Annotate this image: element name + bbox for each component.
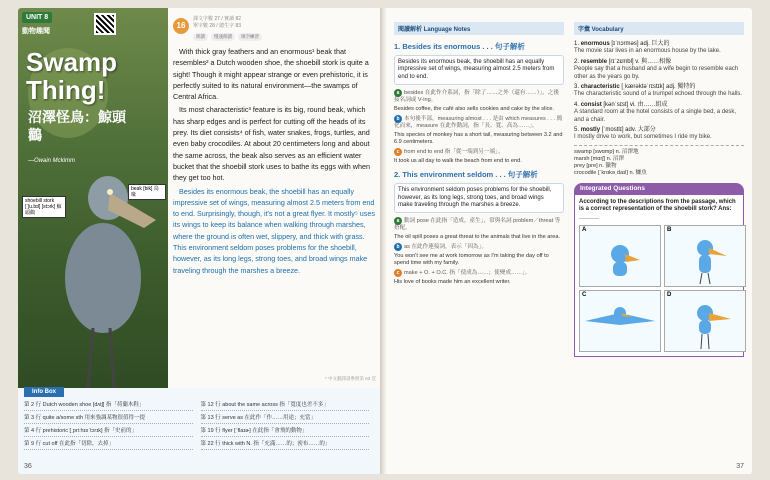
word-stats: 課文字數 27 / 實讀 82 單字數 28 / 總生字 83 bbox=[193, 16, 242, 29]
choice-c[interactable]: C bbox=[579, 290, 661, 352]
paragraph-1: With thick gray feathers and an enormous¹ beak that resembles² a Dutch wooden shoe, the shoebill stork is quite a sight! Though it might appear strange or even prehistoric, it is perfectly suited to its natural environment—the swamps of Central Africa. bbox=[173, 47, 369, 102]
vocab-item: 5. mostly [ˈmostlɪ] adv. 大部分 I mostly drive to work, but sometimes I ride my bike. bbox=[574, 127, 712, 141]
note-title-2: 2. This environment seldom . . . 句子解析 bbox=[394, 170, 538, 180]
choice-d[interactable]: D bbox=[664, 290, 746, 352]
shoebill-photo bbox=[18, 8, 168, 398]
info-item: 第 13 行 serve as 在此作「作……用途；充當」 bbox=[201, 415, 370, 424]
cloze-button[interactable]: 填空練習 bbox=[238, 33, 262, 41]
note-title-1: 1. Besides its enormous . . . 句子解析 bbox=[394, 42, 525, 51]
info-item: 第 3 行 quite a/some sth 用來強調某物很值得一提 bbox=[24, 415, 193, 424]
paragraph-3a: Besides its enormous beak, the shoebill has an equally impressive set of wings, measuring almost 2.5 meters from end to end. Surprisingly, though, it's not a great flyer. It mostly⁵ uses its wings to keep its balance when walking through marshes, where the ground is often wet, slippery, and thick with grass. bbox=[173, 186, 375, 241]
audio-buttons bbox=[193, 33, 262, 41]
integrated-questions bbox=[574, 194, 744, 358]
note-sentence-1: Besides its enormous beak, the shoebill has an equally impressive set of wings, measuring almost 2.5 meters from end to end. bbox=[394, 55, 564, 85]
lesson-number: 16 bbox=[173, 18, 189, 34]
vocabulary bbox=[574, 22, 744, 357]
unit-subtitle: 動物趣聞 bbox=[22, 28, 50, 35]
slow-audio-button[interactable]: 慢速朗讀 bbox=[211, 33, 235, 41]
example: It took us all day to walk the beach from end to end. bbox=[394, 158, 522, 165]
page-number: 36 bbox=[24, 463, 32, 470]
left-page bbox=[18, 8, 383, 474]
info-item: 第 9 行 cut off 在此指「切除，去掉」 bbox=[24, 441, 193, 450]
article-title-zh: 沼澤怪鳥：鯨頭鸛 bbox=[28, 109, 126, 143]
paragraph-3b: This environment seldom poses problems for the shoebill, however, as its long legs, strong toes, and broad wings make traveling through the marshes a breeze. bbox=[173, 243, 368, 275]
example: His love of books made him an excellent writer. bbox=[394, 279, 511, 286]
integrated-questions-header: Integrated Questions bbox=[574, 183, 744, 194]
reading-passage bbox=[173, 8, 378, 398]
choice-a[interactable]: A bbox=[579, 225, 661, 287]
vocab-item: 3. characteristic [ˌkærəktəˈrɪstɪk] adj. 獨特的 The characteristic sound of a trumpet echoed through the halls. bbox=[574, 84, 743, 98]
qr-code-icon[interactable] bbox=[94, 13, 116, 35]
info-box-title: Info Box bbox=[24, 387, 64, 397]
vocab-item: 4. consist [kənˈsɪst] vi. 由……組成 A standard room at the hotel consists of a single bed, a desk, and a chair. bbox=[574, 101, 737, 123]
info-item: 第 19 行 flyer [ˈflaɪɚ] 在此指「會飛的動物」 bbox=[201, 428, 370, 437]
info-item: 第 22 行 thick with N. 指「充滿……的；密布……的」 bbox=[201, 441, 370, 450]
example: The oil spill poses a great threat to the animals that live in the area. bbox=[394, 234, 561, 241]
extra-vocab: swamp [swɑmp] n. 沼澤地 marsh [mɑrʃ] n. 沼澤 prey [pre] n. 獵物 crocodile [ˈkrɑkəˌdaɪl] n. 鱷魚 bbox=[574, 145, 744, 178]
paragraph-2: Its most characteristic³ feature is its big, round beak, which has sharp edges and is perfect for cutting off the heads of its prey. Its diet consists⁴ of fish, water snakes, frogs, turtles, and even baby crocodiles. At about 20 centimeters long and about the same across, the beak also serves as an efficient water bucket that the shoebill stork uses to bathe its eggs with when they get too hot. bbox=[173, 105, 370, 183]
vocab-item: 2. resemble [rɪˈzɛmbl] v. 與……相像 People say that a husband and a wife begin to resemble each other as the years go by. bbox=[574, 58, 739, 80]
article-body bbox=[173, 46, 378, 278]
vocab-item: 1. enormous [ɪˈnɔrməs] adj. 巨大的 The movie star lives in an enormous house by the lake. bbox=[574, 41, 721, 55]
author: —Owain Mckimm bbox=[28, 158, 76, 164]
language-notes: 閱讀解析 Language Notes 1. Besides its enormous . . . 句子解析 Besides its enormous beak, the shoebill has an equally impressive set of wings, measuring almost 2.5 meters from end to end. a besides 在此作介系詞，指「除了……之外（還有……）」，之後接名詞或 V-ing。 Besides coffee, the café also sells cookies and cake by the slice. b 本句後半部，measuring almost . . . 是由 which measures . . . 簡化而來，measure 在此作動詞，指「長、寬、高為……」。 This species of monkey has a short tail, measuring between 3.2 and 6.9 centimeters. c from end to end 指「從一端到另一端」。 It took us all day to walk the beach from end to end. 2. This environment seldom . . . 句子解析 This environment seldom poses problems for the shoebill, however, as its long legs, strong toes, and broad wings make traveling through the marshes a breeze. a 動詞 pose 在此指「造成，產生」，常與名詞 problem／threat 等搭配。 The oil spill poses a great threat to the animals that live in the area. b as 在此作連接詞，表示「因為」。 You won't see me at work tomorrow as I'm taking the day off to spend time with my family. c make + O. + O.C. 指「使成為……；使變成……」。 His love of books made him an excellent writer. bbox=[394, 22, 564, 288]
info-item: 第 12 行 about the same across 指「寬度也差不多」 bbox=[201, 402, 370, 411]
info-item: 第 2 行 Dutch wooden shoe [dʌtʃ] 指「荷蘭木鞋」 bbox=[24, 402, 193, 411]
paragraph-3 bbox=[173, 186, 378, 276]
shoebill-label: shoebill stork [ˈʃu.bɪl] [stɔrk] 鯨頭鸛 bbox=[22, 196, 66, 218]
right-page bbox=[386, 8, 752, 474]
notes-header: 閱讀解析 Language Notes bbox=[394, 22, 564, 35]
info-box bbox=[18, 388, 383, 474]
example: You won't see me at work tomorrow as I'm taking the day off to spend time with my family. bbox=[394, 253, 549, 267]
example: This species of monkey has a short tail, measuring between 3.2 and 6.9 centimeters. bbox=[394, 132, 563, 146]
question-text: According to the descriptions from the passage, which is a correct representation of the shoebill stork? Ans: ______ bbox=[579, 198, 736, 220]
example: Besides coffee, the café also sells cookies and cake by the slice. bbox=[394, 106, 555, 113]
article-title: Swamp Thing! bbox=[26, 47, 118, 105]
choice-b[interactable]: B bbox=[664, 225, 746, 287]
page-number: 37 bbox=[736, 463, 744, 470]
beak-label: beak [bik] 鳥喙 bbox=[128, 184, 166, 200]
info-item: 第 4 行 prehistoric [ˌpriːhɪsˈtɔrɪk] 指「史前的」 bbox=[24, 428, 193, 437]
audio-button[interactable]: 朗讀 bbox=[193, 33, 208, 41]
unit-tag: UNIT 8 bbox=[22, 12, 52, 23]
vocab-header: 字彙 Vocabulary bbox=[574, 22, 744, 35]
translation-footnote: * 中文翻譯請參照第 63 頁 bbox=[324, 376, 376, 381]
note-sentence-2: This environment seldom poses problems for the shoebill, however, as its long legs, strong toes, and broad wings make traveling through the marshes a breeze. bbox=[394, 183, 564, 213]
